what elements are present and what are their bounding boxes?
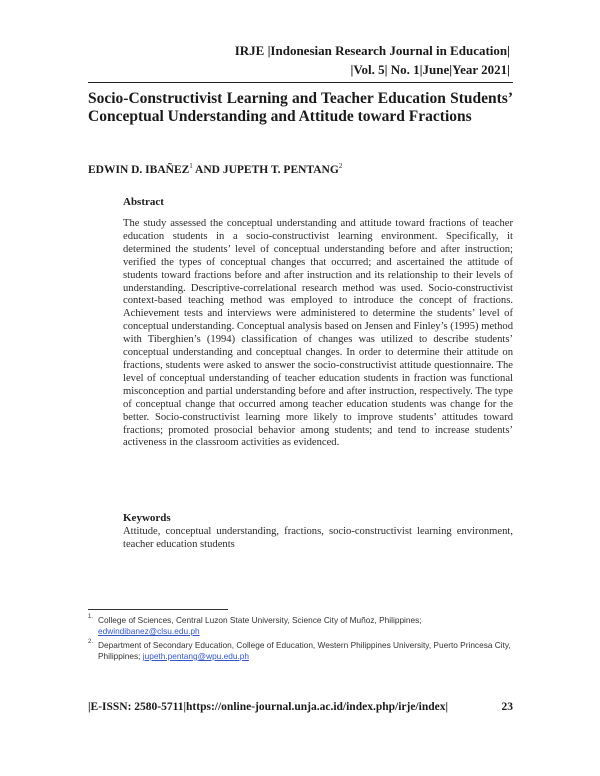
footnote-2-text: Department of Secondary Education, College of Education, Western Philippines University, Puerto Princesa City, Philippines; <box>98 640 511 661</box>
author-line <box>88 162 342 176</box>
footnote-1-number: 1. <box>88 614 94 620</box>
footnote-2 <box>88 640 518 662</box>
footnote-1-email-link[interactable]: edwindibanez@clsu.edu.ph <box>98 626 200 636</box>
author-joiner: AND <box>192 163 223 176</box>
keywords-heading: Keywords <box>123 512 171 524</box>
journal-header-line1: IRJE |Indonesian Research Journal in Education| <box>234 43 510 58</box>
footnote-divider <box>88 609 228 610</box>
keywords-text: Attitude, conceptual understanding, fractions, socio-constructivist learning environment, teacher education students <box>123 526 513 550</box>
footer-issn-url: |E-ISSN: 2580-5711|https://online-journal.unja.ac.id/index.php/irje/index| <box>88 701 449 713</box>
author-2: JUPETH T. PENTANG <box>222 163 339 176</box>
abstract-text: The study assessed the conceptual understanding and attitude toward fractions of teacher education students in a socio-constructivist learning environment. Specifically, it determined the students’ level of conceptual understanding before and after instruction; verified the types of conceptual changes that occurred; and ascertained the attitude of students toward fractions before and after instruction and its relationship to their levels of understanding. Descriptive-correlational research method was used. Socio-constructivist context-based teaching method was employed to introduce the concept of fractions. Achievement tests and interviews were administered to determine the students’ level of conceptual understanding. Conceptual analysis based on Jensen and Finley’s (1995) method with Tiberghien’s (1994) classification of changes was utilized to describe students’ conceptual understanding and conceptual changes. In order to determine their attitude on fractions, students were asked to answer the socio-constructivist attitude questionnaire. The level of conceptual understanding of teacher education students in fraction was functional misconception and partial understanding before and after instruction, respectively. The type of conceptual change that occurred among teacher education students was change for the better. Socio-constructivist learning more likely to improve students’ attitudes toward fractions; promoted prosocial behavior among students; and tend to increase students’ activeness in the classroom activities as evidenced. <box>123 218 513 449</box>
footnote-2-number: 2. <box>88 639 94 645</box>
footnotes <box>88 615 518 665</box>
footnote-1 <box>88 615 518 637</box>
journal-header-line2: |Vol. 5| No. 1|June|Year 2021| <box>350 62 510 77</box>
author-1: EDWIN D. IBAÑEZ <box>88 163 190 176</box>
journal-header <box>90 41 510 79</box>
footnote-2-email-link[interactable]: jupeth.pentang@wpu.edu.ph <box>142 651 249 661</box>
abstract-heading: Abstract <box>123 196 164 208</box>
page-number: 23 <box>501 701 513 713</box>
author-2-affiliation-mark: 2 <box>338 162 343 170</box>
author-1-affiliation-mark: 1 <box>189 162 193 170</box>
paper-title: Socio-Constructivist Learning and Teacher Education Students’ Conceptual Understanding and Attitude toward Fractions <box>88 90 513 125</box>
footnote-1-text: College of Sciences, Central Luzon State University, Science City of Muñoz, Philippines; <box>98 615 422 625</box>
title-divider <box>88 82 513 83</box>
